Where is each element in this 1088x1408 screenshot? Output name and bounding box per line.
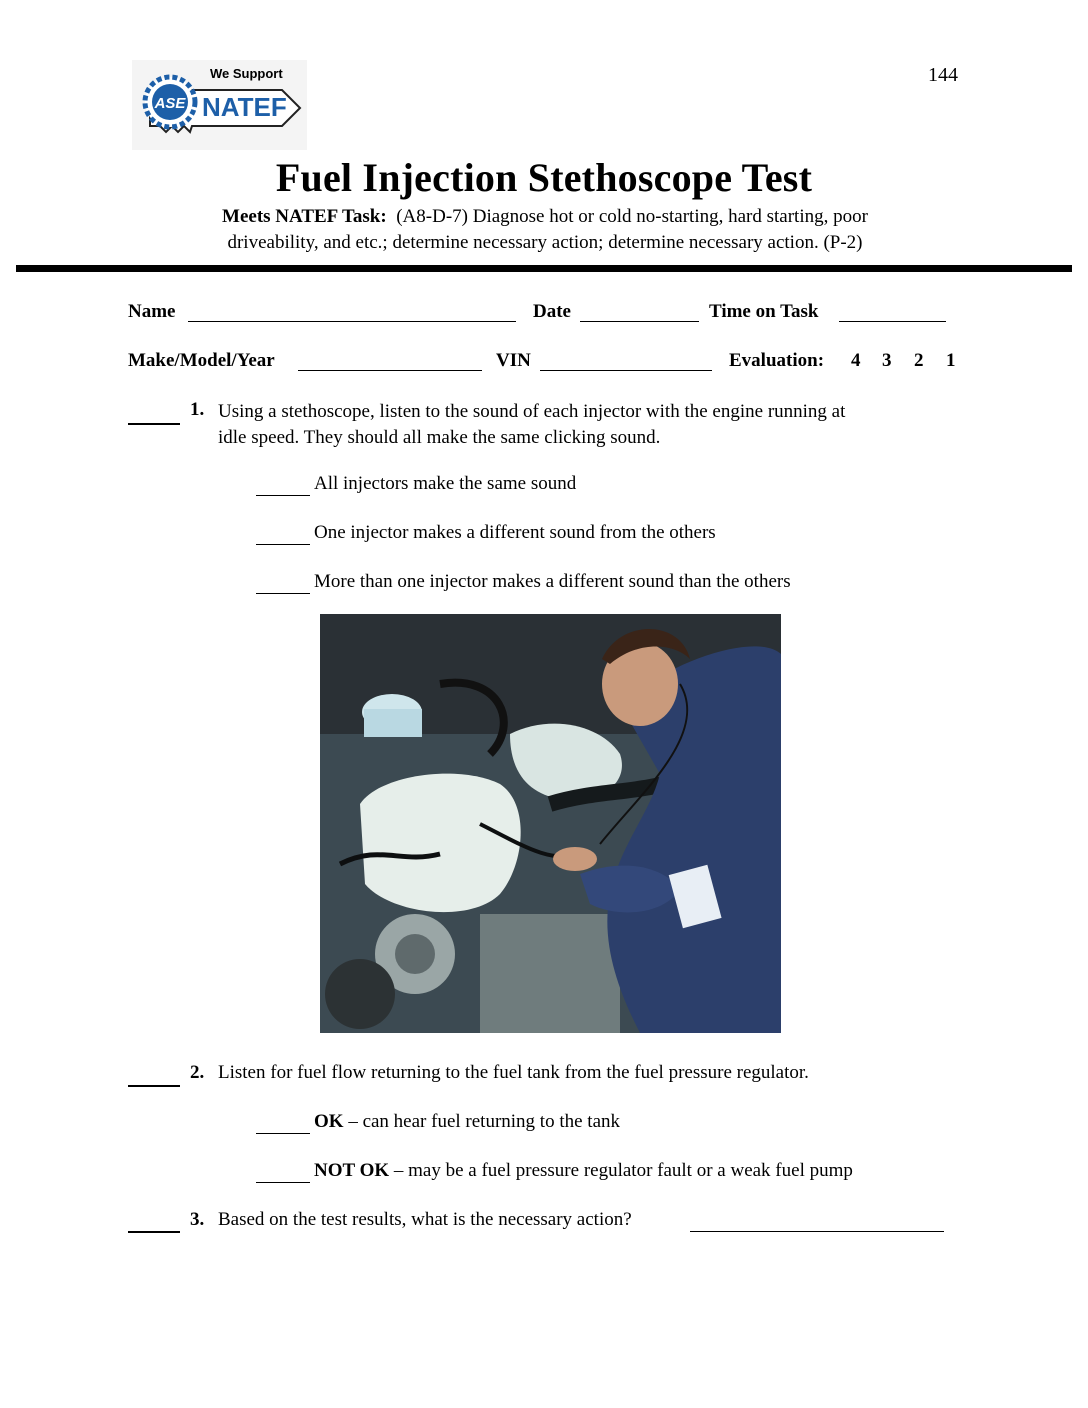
- logo-main-text: NATEF: [202, 92, 287, 122]
- logo-badge-text: ASE: [154, 95, 186, 112]
- question-1-check-blank[interactable]: [128, 423, 180, 425]
- evaluation-score-2[interactable]: 2: [914, 350, 924, 371]
- q1-option-3-blank[interactable]: [256, 593, 310, 594]
- q2-option-ok-label: OK: [314, 1111, 344, 1132]
- necessary-action-field[interactable]: [690, 1231, 944, 1232]
- q1-option-1-blank[interactable]: [256, 495, 310, 496]
- page-title: Fuel Injection Stethoscope Test: [275, 155, 813, 200]
- make-model-year-label: Make/Model/Year: [128, 350, 275, 371]
- name-label: Name: [128, 301, 176, 322]
- page-number: 144: [928, 64, 958, 86]
- time-on-task-field[interactable]: [839, 321, 946, 322]
- question-3-check-blank[interactable]: [128, 1231, 180, 1233]
- evaluation-score-1[interactable]: 1: [946, 350, 956, 371]
- natef-logo: [132, 60, 307, 150]
- vin-field[interactable]: [540, 370, 712, 371]
- question-3-text: Based on the test results, what is the necessary action?: [218, 1209, 632, 1230]
- question-2-text: Listen for fuel flow returning to the fuel tank from the fuel pressure regulator.: [218, 1062, 809, 1083]
- q1-option-2-blank[interactable]: [256, 544, 310, 545]
- evaluation-score-4[interactable]: 4: [851, 350, 861, 371]
- task-label: Meets NATEF Task:: [222, 206, 387, 227]
- task-line-1: (A8-D-7) Diagnose hot or cold no-starting, hard starting, poor: [396, 206, 868, 227]
- engine-stethoscope-photo: [320, 614, 781, 1033]
- time-on-task-label: Time on Task: [709, 301, 819, 322]
- q2-option-not-ok-text: – may be a fuel pressure regulator fault or a weak fuel pump: [389, 1160, 853, 1181]
- evaluation-label: Evaluation:: [729, 350, 825, 371]
- q2-option-ok-blank[interactable]: [256, 1133, 310, 1134]
- name-field[interactable]: [188, 321, 516, 322]
- question-1-number: 1.: [190, 399, 205, 420]
- logo-top-text: We Support: [210, 66, 283, 81]
- question-1-line-1: Using a stethoscope, listen to the sound of each injector with the engine running at: [218, 401, 846, 422]
- q1-option-1-text: All injectors make the same sound: [314, 473, 577, 494]
- question-1-text: [218, 399, 938, 451]
- date-field[interactable]: [580, 321, 699, 322]
- natef-task: [150, 204, 940, 256]
- question-3: [190, 1209, 204, 1231]
- q2-option-ok-text: – can hear fuel returning to the tank: [343, 1111, 621, 1132]
- q2-option-ok: [314, 1111, 620, 1133]
- evaluation-score-3[interactable]: 3: [882, 350, 892, 371]
- make-model-year-field[interactable]: [298, 370, 482, 371]
- question-2-check-blank[interactable]: [128, 1085, 180, 1087]
- q2-option-not-ok-label: NOT OK: [314, 1160, 390, 1181]
- question-2: [190, 1062, 204, 1084]
- question-1: [190, 399, 204, 421]
- header-divider: [16, 265, 1072, 272]
- question-3-number: 3.: [190, 1209, 205, 1230]
- q1-option-2-text: One injector makes a different sound from the others: [314, 522, 716, 543]
- q2-option-not-ok-blank[interactable]: [256, 1182, 310, 1183]
- q1-option-3-text: More than one injector makes a different sound than the others: [314, 571, 791, 592]
- question-1-line-2: idle speed. They should all make the same clicking sound.: [218, 427, 661, 448]
- task-line-2: driveability, and etc.; determine necessary action; determine necessary action. (P-2): [227, 232, 863, 253]
- q2-option-not-ok: [314, 1160, 853, 1182]
- question-2-number: 2.: [190, 1062, 205, 1083]
- date-label: Date: [533, 301, 571, 322]
- vin-label: VIN: [496, 350, 531, 371]
